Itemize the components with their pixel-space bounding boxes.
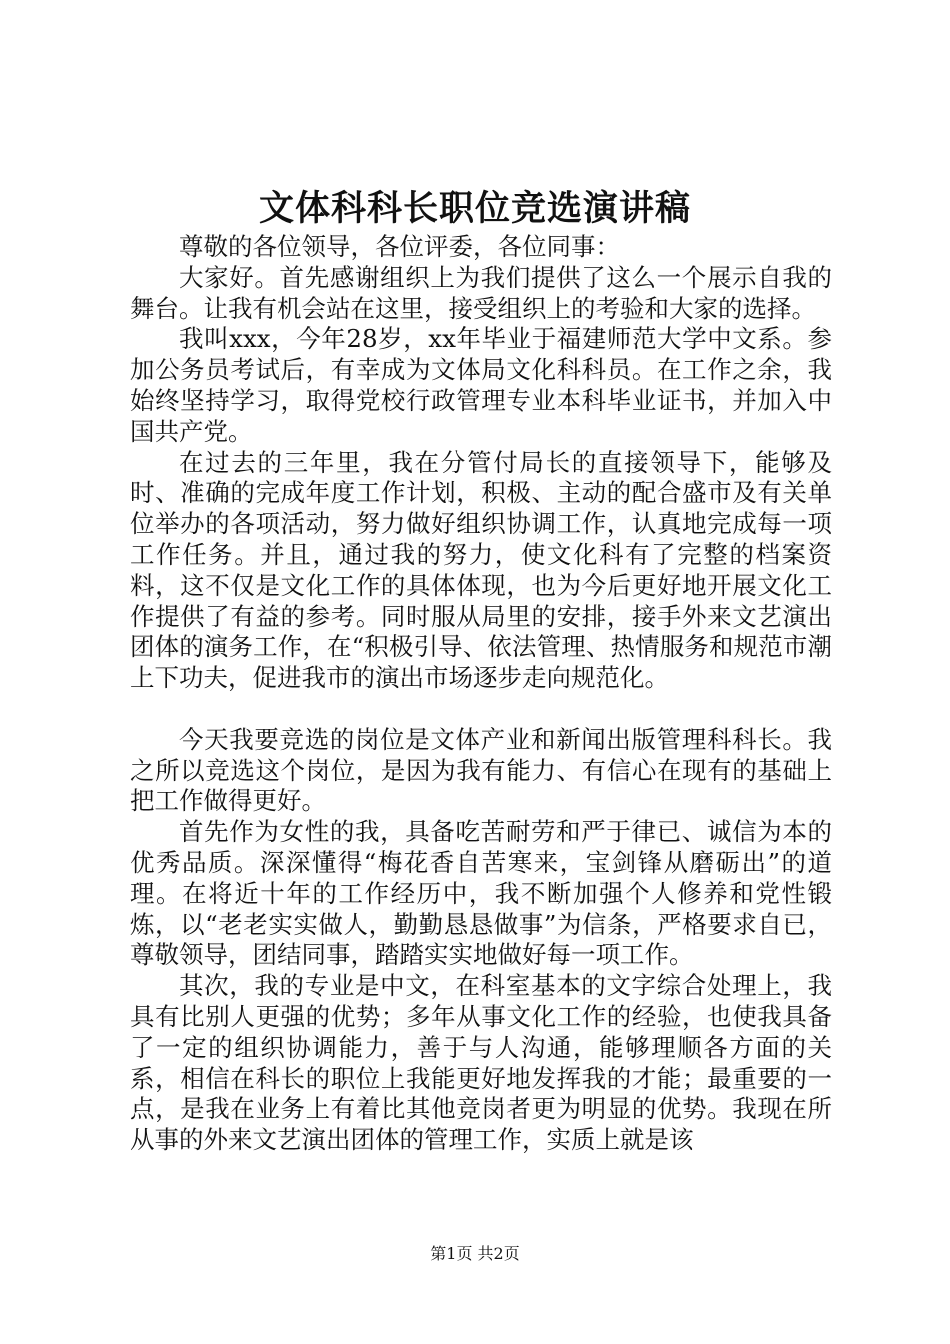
- paragraph-spacer: [130, 694, 832, 725]
- target-position-paragraph: 今天我要竞选的岗位是文体产业和新闻出版管理科科长。我之所以竞选这个岗位，是因为我有能力、有信心在现有的基础上把工作做得更好。: [130, 724, 832, 816]
- greeting-paragraph: 大家好。首先感谢组织上为我们提供了这么一个展示自我的舞台。让我有机会站在这里，接受组织上的考验和大家的选择。: [130, 262, 832, 323]
- page-footer: 第1页 共2页: [430, 1244, 520, 1263]
- document-body: [130, 232, 832, 1156]
- document-title: 文体科科长职位竞选演讲稿: [258, 188, 691, 229]
- salutation-paragraph: 尊敬的各位领导，各位评委，各位同事：: [179, 232, 620, 261]
- work-history-paragraph: 在过去的三年里，我在分管付局长的直接领导下，能够及时、准确的完成年度工作计划，积极、主动的配合盛市及有关单位举办的各项活动，努力做好组织协调工作，认真地完成每一项工作任务。并且，通过我的努力，使文化科有了完整的档案资料，这不仅是文化工作的具体体现，也为今后更好地开展文化工作提供了有益的参考。同时服从局里的安排，接手外来文艺演出团体的演务工作，在“积极引导、依法管理、热情服务和规范市潮上下功夫，促进我市的演出市场逐步走向规范化。: [130, 447, 832, 693]
- introduction-paragraph: 我叫xxx，今年28岁，xx年毕业于福建师范大学中文系。参加公务员考试后，有幸成为文体局文化科科员。在工作之余，我始终坚持学习，取得党校行政管理专业本科毕业证书，并加入中国共产党。: [130, 324, 832, 446]
- qualities-paragraph: 首先作为女性的我，具备吃苦耐劳和严于律已、诚信为本的优秀品质。深深懂得“梅花香自苦寒来，宝剑锋从磨砺出”的道理。在将近十年的工作经历中，我不断加强个人修养和党性锻炼，以“老老实实做人，勤勤恳恳做事”为信条，严格要求自已，尊敬领导，团结同事，踏踏实实地做好每一项工作。: [130, 817, 832, 970]
- advantages-paragraph: 其次，我的专业是中文，在科室基本的文字综合处理上，我具有比别人更强的优势；多年从事文化工作的经验，也使我具备了一定的组织协调能力，善于与人沟通，能够理顺各方面的关系，相信在科长的职位上我能更好地发挥我的才能；最重要的一点，是我在业务上有着比其他竞岗者更为明显的优势。我现在所从事的外来文艺演出团体的管理工作，实质上就是该: [130, 971, 832, 1155]
